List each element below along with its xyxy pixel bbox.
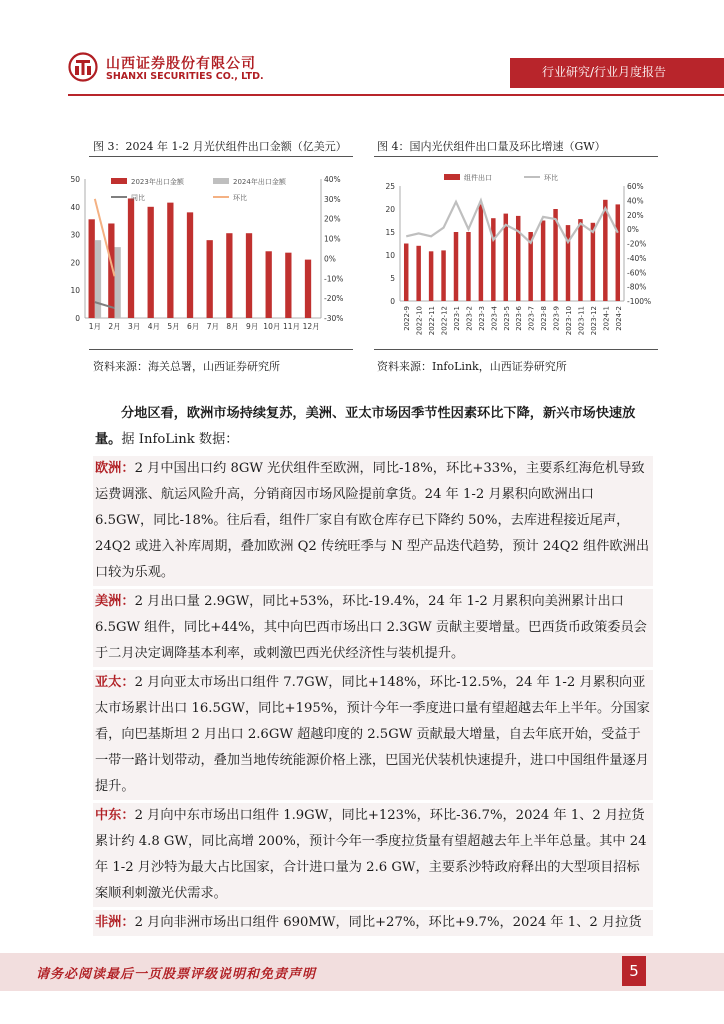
y-left-tick-label: 30 bbox=[70, 230, 80, 240]
y-right-tick-label: -40% bbox=[627, 253, 647, 263]
y-right-tick-label: 0% bbox=[627, 225, 639, 235]
body-text bbox=[93, 401, 653, 939]
americas-paragraph bbox=[93, 589, 653, 667]
y-left-tick-label: 20 bbox=[385, 205, 395, 214]
footer-disclaimer: 请务必阅读最后一页股票评级说明和免责声明 bbox=[36, 967, 317, 982]
bar-2024年出口金额 bbox=[95, 240, 101, 318]
y-left-tick-label: 50 bbox=[70, 175, 80, 184]
africa-paragraph bbox=[93, 910, 653, 936]
bar-组件出口 bbox=[566, 225, 570, 301]
y-left-tick-label: 5 bbox=[390, 274, 395, 283]
y-left-tick-label: 20 bbox=[70, 258, 80, 268]
bar-2023年出口金额 bbox=[285, 253, 291, 318]
report-type: 行业研究/行业月度报告 bbox=[541, 65, 666, 79]
x-tick-label: 1月 bbox=[88, 322, 101, 331]
y-right-tick-label: 60% bbox=[627, 182, 644, 191]
bar-2024年出口金额 bbox=[115, 247, 121, 318]
line-环比 bbox=[406, 200, 618, 242]
bar-2023年出口金额 bbox=[305, 260, 311, 318]
x-tick-label: 12月 bbox=[302, 322, 320, 331]
x-tick-label: 2022-11 bbox=[428, 306, 437, 336]
y-right-tick-label: 40% bbox=[627, 196, 644, 206]
figure4-bottom-rule bbox=[374, 349, 658, 350]
x-tick-label: 5月 bbox=[167, 322, 180, 331]
bar-2023年出口金额 bbox=[128, 198, 134, 318]
page-header bbox=[0, 0, 724, 96]
bar-组件出口 bbox=[578, 219, 582, 301]
y-right-tick-label: 30% bbox=[324, 194, 341, 204]
intro-paragraph bbox=[93, 401, 653, 453]
y-right-tick-label: -100% bbox=[627, 297, 652, 306]
header-divider bbox=[68, 94, 724, 96]
y-right-tick-label: -10% bbox=[324, 274, 344, 284]
bar-组件出口 bbox=[466, 232, 470, 301]
bar-2023年出口金额 bbox=[148, 207, 154, 318]
europe-paragraph bbox=[93, 456, 653, 586]
x-tick-label: 2023-10 bbox=[565, 306, 573, 336]
apac-paragraph bbox=[93, 670, 653, 800]
x-tick-label: 2023-6 bbox=[515, 306, 524, 331]
legend-label-2023年出口金额: 2023年出口金额 bbox=[131, 178, 184, 186]
x-tick-label: 3月 bbox=[128, 322, 141, 331]
x-tick-label: 9月 bbox=[246, 322, 259, 331]
x-tick-label: 10月 bbox=[263, 322, 281, 331]
figure3-source: 资料来源：海关总署，山西证券研究所 bbox=[93, 360, 280, 373]
legend-label-组件出口: 组件出口 bbox=[464, 174, 492, 182]
bar-组件出口 bbox=[541, 221, 545, 302]
y-right-tick-label: -60% bbox=[627, 268, 647, 278]
bar-组件出口 bbox=[616, 204, 620, 301]
apac-text: 2 月向亚太市场出口组件 7.7GW，同比+148%，环比-12.5%，24 年 1-2 月累积向亚太市场累计出口 16.5GW，同比+195%，预计今年一季度进口量有望超越去年上半年。分国家看，向巴基斯坦 2 月出口 2.6GW 超越印度的 2.5GW 贡献最大增量，自去年底开始，受益于一带一路计划带动，叠加当地传统能源价格上涨，巴国光伏装机快速提升，进口中国组件量逐月提升。 bbox=[95, 675, 650, 794]
company-name-en: SHANXI SECURITIES CO., LTD. bbox=[106, 71, 264, 82]
bar-组件出口 bbox=[491, 218, 495, 301]
legend-label-环比: 环比 bbox=[544, 174, 558, 182]
x-tick-label: 7月 bbox=[206, 322, 219, 331]
y-right-tick-label: -30% bbox=[324, 314, 344, 323]
bar-组件出口 bbox=[603, 200, 607, 301]
intro-bold: 分地区看，欧洲市场持续复苏，美洲、亚太市场因季节性因素环比下降，新兴市场快速放量。 bbox=[95, 406, 636, 447]
figure4-source: 资料来源：InfoLink，山西证券研究所 bbox=[377, 360, 567, 373]
legend-label-环比: 环比 bbox=[233, 194, 247, 202]
figure3-title: 图 3：2024 年 1-2 月光伏组件出口金额（亿美元） bbox=[93, 140, 347, 153]
bar-2023年出口金额 bbox=[226, 233, 232, 318]
bar-2023年出口金额 bbox=[207, 240, 213, 318]
x-tick-label: 4月 bbox=[147, 322, 160, 331]
y-left-tick-label: 40 bbox=[70, 202, 80, 212]
x-tick-label: 2023-3 bbox=[477, 306, 486, 331]
bar-2023年出口金额 bbox=[266, 251, 272, 318]
africa-label: 非洲： bbox=[95, 915, 135, 930]
y-right-tick-label: -20% bbox=[627, 239, 647, 249]
americas-text: 2 月出口量 2.9GW，同比+53%，环比-19.4%，24 年 1-2 月累积向美洲累计出口 6.5GW 组件，同比+44%，其中向巴西市场出口 2.3GW 贡献主要增量。巴西货币政策委员会于二月决定调降基本利率，或刺激巴西光伏经济性与装机提升。 bbox=[95, 594, 647, 661]
company-name-cn: 山西证券股份有限公司 bbox=[106, 56, 256, 72]
x-tick-label: 2023-8 bbox=[540, 306, 549, 331]
mideast-paragraph bbox=[93, 803, 653, 907]
legend-label-2024年出口金额: 2024年出口金额 bbox=[233, 178, 286, 186]
legend-swatch-组件出口 bbox=[444, 174, 460, 180]
x-tick-label: 2023-2 bbox=[465, 306, 474, 331]
bar-2023年出口金额 bbox=[167, 203, 173, 318]
x-tick-label: 6月 bbox=[187, 322, 200, 331]
bar-组件出口 bbox=[591, 223, 595, 301]
x-tick-label: 8月 bbox=[226, 322, 239, 331]
y-left-tick-label: 15 bbox=[385, 228, 395, 237]
figure4-top-rule bbox=[374, 156, 658, 157]
bar-组件出口 bbox=[441, 250, 445, 301]
bar-2023年出口金额 bbox=[187, 212, 193, 318]
y-left-tick-label: 0 bbox=[390, 297, 395, 306]
y-right-tick-label: 0% bbox=[324, 254, 336, 264]
y-right-tick-label: 20% bbox=[627, 210, 644, 220]
figure4-chart bbox=[374, 162, 664, 344]
x-tick-label: 2023-7 bbox=[527, 306, 536, 331]
x-tick-label: 2023-4 bbox=[490, 306, 499, 331]
mideast-label: 中东： bbox=[95, 808, 135, 823]
x-tick-label: 11月 bbox=[282, 322, 301, 331]
apac-label: 亚太： bbox=[95, 675, 135, 690]
legend-label-同比: 同比 bbox=[131, 194, 145, 202]
y-right-tick-label: 40% bbox=[324, 175, 341, 184]
x-tick-label: 2月 bbox=[108, 322, 121, 331]
legend-swatch-2024年出口金额 bbox=[213, 178, 229, 184]
y-left-tick-label: 25 bbox=[385, 182, 395, 191]
y-right-tick-label: -80% bbox=[627, 282, 647, 292]
x-tick-label: 2023-11 bbox=[577, 306, 586, 336]
y-right-tick-label: 10% bbox=[324, 234, 341, 244]
page-number: 5 bbox=[622, 956, 646, 986]
mideast-text: 2 月向中东市场出口组件 1.9GW，同比+123%，环比-36.7%，2024 年 1、2 月拉货累计约 4.8 GW，同比高增 200%，预计今年一季度拉货量有望超越去年上半年总量。其中 24 年 1-2 月沙特为最大占比国家，合计进口量为 2.6 GW，主要系沙特政府释出的大型项目招标案顺利刺激光伏需求。 bbox=[95, 808, 647, 901]
bar-组件出口 bbox=[454, 232, 458, 301]
y-left-tick-label: 10 bbox=[70, 286, 80, 296]
bar-组件出口 bbox=[479, 204, 483, 301]
bar-组件出口 bbox=[429, 251, 433, 301]
x-tick-label: 2022-12 bbox=[440, 306, 449, 336]
x-tick-label: 2024-1 bbox=[602, 306, 611, 331]
y-left-tick-label: 0 bbox=[75, 314, 80, 323]
bar-2023年出口金额 bbox=[89, 219, 95, 318]
intro-rest: 据 InfoLink 数据： bbox=[121, 432, 239, 447]
bar-组件出口 bbox=[416, 246, 420, 301]
x-tick-label: 2022-10 bbox=[415, 306, 424, 336]
europe-label: 欧洲： bbox=[95, 461, 135, 476]
y-left-tick-label: 10 bbox=[385, 251, 395, 260]
africa-text: 2 月向非洲市场出口组件 690MW，同比+27%，环比+9.7%，2024 年 1、2 月拉货 bbox=[134, 915, 642, 930]
figure3-bottom-rule bbox=[89, 349, 353, 350]
y-right-tick-label: 20% bbox=[324, 214, 341, 224]
figure4-title: 图 4：国内光伏组件出口量及环比增速（GW） bbox=[377, 140, 606, 153]
x-tick-label: 2023-12 bbox=[589, 306, 598, 336]
bar-2023年出口金额 bbox=[246, 233, 252, 318]
x-tick-label: 2023-5 bbox=[502, 306, 511, 331]
bar-组件出口 bbox=[404, 244, 408, 302]
legend-swatch-2023年出口金额 bbox=[111, 178, 127, 184]
shanxi-securities-logo-icon bbox=[68, 52, 98, 82]
x-tick-label: 2023-9 bbox=[552, 306, 561, 331]
x-tick-label: 2023-1 bbox=[453, 306, 461, 331]
figure3-top-rule bbox=[89, 156, 353, 157]
y-right-tick-label: -20% bbox=[324, 294, 344, 304]
x-tick-label: 2022-9 bbox=[403, 306, 412, 331]
bar-组件出口 bbox=[516, 216, 520, 301]
x-tick-label: 2024-2 bbox=[614, 306, 623, 331]
figure3-chart bbox=[63, 162, 358, 344]
europe-text: 2 月中国出口约 8GW 光伏组件至欧洲，同比-18%，环比+33%，主要系红海危机导致运费调涨、航运风险升高，分销商因市场风险提前拿货。24 年 1-2 月累积向欧洲出口 6.5GW，同比-18%。往后看，组件厂家自有欧仓库存已下降约 50%，去库进程接近尾声，24Q2 或进入补库周期，叠加欧洲 Q2 传统旺季与 N 型产品迭代趋势，预计 24Q2 组件欧洲出口较为乐观。 bbox=[95, 461, 650, 580]
americas-label: 美洲： bbox=[95, 594, 135, 609]
